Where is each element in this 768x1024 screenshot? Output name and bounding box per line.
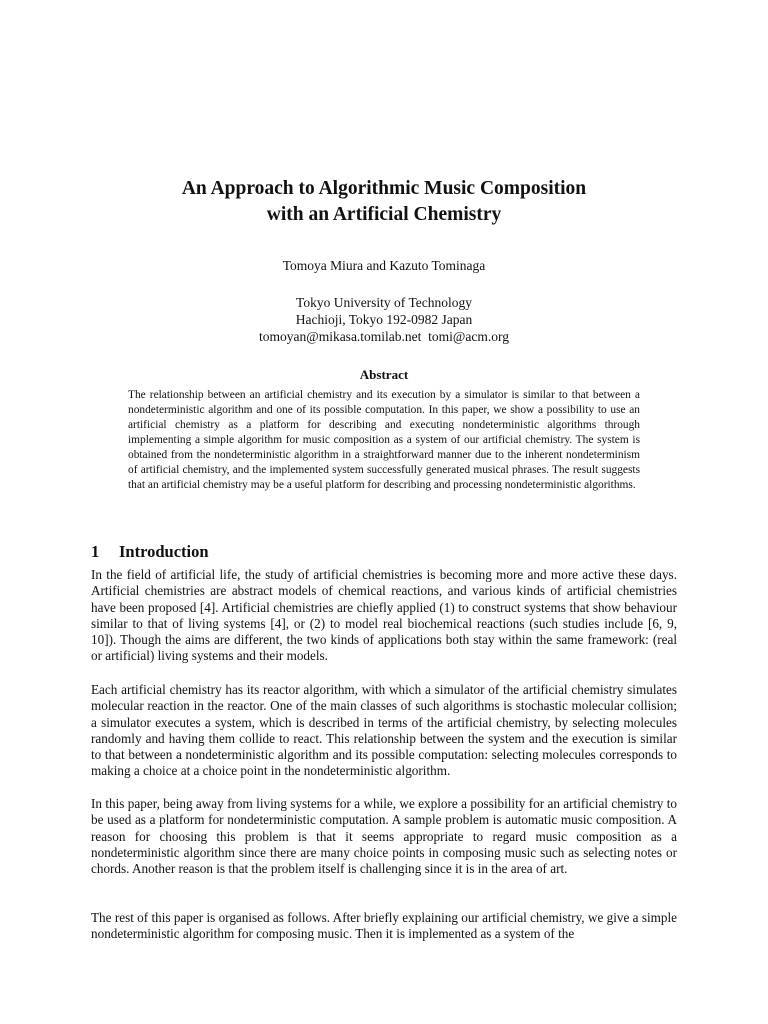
section-title: Introduction bbox=[119, 542, 209, 561]
author-affiliation bbox=[0, 294, 768, 345]
abstract-text: The relationship between an artificial chemistry and its execution by a simulator is similar to that between a nondeterministic algorithm and one of its possible computation. In this paper, we show a possibility to use an artificial chemistry as a platform for describing and executing nondeterministic algorithms through implementing a simple algorithm for music composition as a system of our artificial chemistry. The system is obtained from the nondeterministic algorithm in a straightforward manner due to the inherent nondeterminism of artificial chemistry, and the implemented system successfully generated musical phrases. The result suggests that an artificial chemistry may be a useful platform for describing and processing nondeterministic algorithms. bbox=[128, 389, 640, 491]
affiliation-institution: Tokyo University of Technology bbox=[296, 295, 472, 310]
intro-paragraph-1: In the field of artificial life, the study of artificial chemistries is becoming more and more active these days. Artificial chemistries are abstract models of chemical reactions, and various kinds of artificial chemistries have been proposed [4]. Artificial chemistries are chiefly applied (1) to construct systems that show behaviour similar to that of living systems [4], or (2) to model real biochemical reactions (such studies include [6, 9, 10]). Though the aims are different, the two kinds of applications both stay within the same framework: (real or artificial) living systems and their models. bbox=[91, 567, 677, 664]
section-number: 1 bbox=[91, 542, 100, 561]
section-heading-introduction bbox=[91, 541, 681, 563]
abstract-heading: Abstract bbox=[359, 367, 409, 382]
paper-title-line-2: with an Artificial Chemistry bbox=[266, 204, 502, 225]
paper-title-line-1: An Approach to Algorithmic Music Composition bbox=[181, 178, 587, 199]
paper-authors: Tomoya Miura and Kazuto Tominaga bbox=[282, 258, 486, 273]
intro-paragraph-4: The rest of this paper is organised as follows. After briefly explaining our artificial chemistry, we give a simple nondeterministic algorithm for composing music. Then it is implemented as a system of the bbox=[91, 910, 677, 942]
affiliation-address: Hachioji, Tokyo 192-0982 Japan bbox=[295, 312, 473, 327]
intro-paragraph-2: Each artificial chemistry has its reactor algorithm, with which a simulator of the artificial chemistry simulates molecular reaction in the reactor. One of the main classes of such algorithms is stochastic molecular collision; a simulator executes a system, which is described in terms of the artificial chemistry, by selecting molecules randomly and having them collide to react. This relationship between the system and the execution is similar to that between a nondeterministic algorithm and its possible computation: selecting molecules corresponds to making a choice at a choice point in the nondeterministic algorithm. bbox=[91, 682, 677, 779]
intro-paragraph-3: In this paper, being away from living systems for a while, we explore a possibility for an artificial chemistry to be used as a platform for nondeterministic computation. A sample problem is automatic music composition. A reason for choosing this problem is that it seems appropriate to regard music composition as a nondeterministic algorithm since there are many choice points in composing music such as selecting notes or chords. Another reason is that the problem itself is challenging since it is in the area of art. bbox=[91, 796, 677, 877]
affiliation-emails: tomoyan@mikasa.tomilab.net tomi@acm.org bbox=[259, 329, 509, 344]
paper-title bbox=[0, 176, 768, 228]
